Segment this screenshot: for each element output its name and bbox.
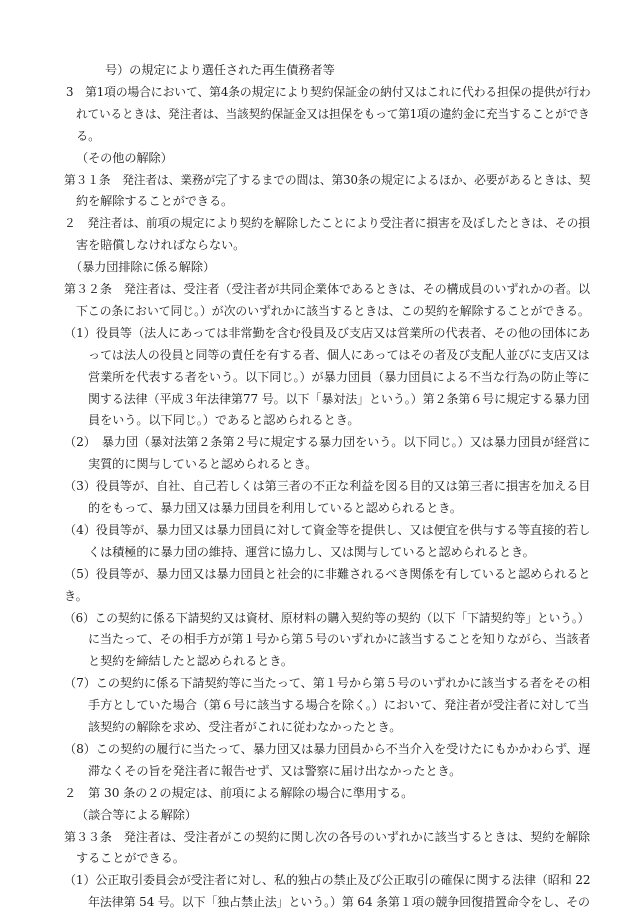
text-line: 号）の規定により選任された再生債務者等	[105, 63, 335, 77]
list-item: （2） 暴力団（暴対法第２条第２号に規定する暴力団をいう。以下同じ。）又は暴力団員が経営に	[64, 435, 591, 450]
text-line: 滞なくその旨を発注者に報告せず、又は警察に届け出なかったとき。	[88, 763, 462, 778]
section-heading: （その他の解除）	[76, 150, 173, 165]
text-line: っては法人の役員と同等の責任を有する者、個人にあってはその者及び支配人並びに支店又は	[88, 347, 590, 362]
text-line: 害を賠償しなければならない。	[76, 238, 246, 253]
text-line: 的をもって、暴力団又は暴力団員を利用していると認められるとき。	[88, 501, 462, 515]
list-item: （5）役員等が、暴力団又は暴力団員と社会的に非難されるべき関係を有していると認められると	[64, 566, 591, 581]
text-line: することができる。	[76, 851, 185, 866]
text-line: る。	[76, 128, 101, 143]
list-item: （1）役員等（法人にあっては非常勤を含む役員及び支店又は営業所の代表者、その他の団体にあ	[64, 325, 591, 340]
text-line: 実質的に関与していると認められるとき。	[88, 457, 318, 472]
text-line: 員をいう。以下同じ。）であると認められるとき。	[88, 413, 360, 428]
section-heading: （談合等による解除）	[76, 807, 197, 822]
text-line: ２ 発注者は、前項の規定により契約を解除したことにより受注者に損害を及ぼしたときは、その損	[64, 216, 590, 231]
text-line: に当たって、その相手方が第１号から第５号のいずれかに該当することを知りながら、当該者	[88, 632, 591, 647]
text-line: 手方としていた場合（第６号に該当する場合を除く。）において、発注者が受注者に対して当	[88, 698, 590, 713]
list-item: （1）公正取引委員会が受注者に対し、私的独占の禁止及び公正取引の確保に関する法律（昭和 22	[64, 873, 591, 888]
text-line: 約を解除することができる。	[76, 194, 234, 209]
text-line: 3 第1項の場合において、第4条の規定により契約保証金の納付又はこれに代わる担保の提供が行わ	[66, 84, 591, 99]
text-line: れているときは、発注者は、当該契約保証金又は担保をもって第1項の違約金に充当することができ	[76, 106, 590, 121]
list-item: （4）役員等が、暴力団又は暴力団員に対して資金等を提供し、又は便宜を供与する等直接的若し	[64, 522, 591, 537]
list-item: （8）この契約の履行に当たって、暴力団又は暴力団員から不当介入を受けたにもかかわらず、遅	[64, 741, 591, 756]
text-line: ２ 第 30 条の２の規定は、前項による解除の場合に準用する。	[64, 785, 414, 800]
text-line: き。	[64, 588, 88, 603]
list-item: （3）役員等が、自社、自己若しくは第三者の不正な利益を図る目的又は第三者に損害を加える目	[64, 479, 591, 494]
list-item: （7）この契約に係る下請契約等に当たって、第１号から第５号のいずれかに該当する者をその相	[64, 676, 591, 691]
text-line: 関する法律（平成３年法律第77 号。以下「暴対法」という。）第２条第６号に規定する暴力団	[88, 391, 590, 406]
text-line: 年法律第 54 号。以下「独占禁止法」という。）第 64 条第１項の競争回復措置命令をし、その	[88, 895, 590, 910]
article-heading: 第３１条 発注者は、業務が完了するまでの間は、第30条の規定によるほか、必要があるときは、契	[64, 172, 591, 187]
text-line: 営業所を代表する者をいう。以下同じ。）が暴力団員（暴力団員による不当な行為の防止等に	[88, 369, 590, 384]
article-heading: 第３３条 発注者は、受注者がこの契約に関し次の各号のいずれかに該当するときは、契約を解除	[64, 829, 591, 844]
text-line: と契約を締結したと認められるとき。	[88, 654, 293, 669]
text-line: 下この条において同じ。）が次のいずれかに該当するときは、この契約を解除することができる。	[76, 303, 590, 318]
article-heading: 第３２条 発注者は、受注者（受注者が共同企業体であるときは、その構成員のいずれかの者。以	[64, 282, 591, 296]
list-item: （6）この契約に係る下請契約又は資材、原材料の購入契約等の契約（以下「下請契約等」という。）	[64, 610, 590, 625]
section-heading: （暴力団排除に係る解除）	[70, 260, 216, 275]
text-line: 該契約の解除を求め、受注者がこれに従わなかったとき。	[88, 720, 402, 734]
text-line: くは積極的に暴力団の維持、運営に協力し、又は関与していると認められるとき。	[88, 544, 535, 559]
